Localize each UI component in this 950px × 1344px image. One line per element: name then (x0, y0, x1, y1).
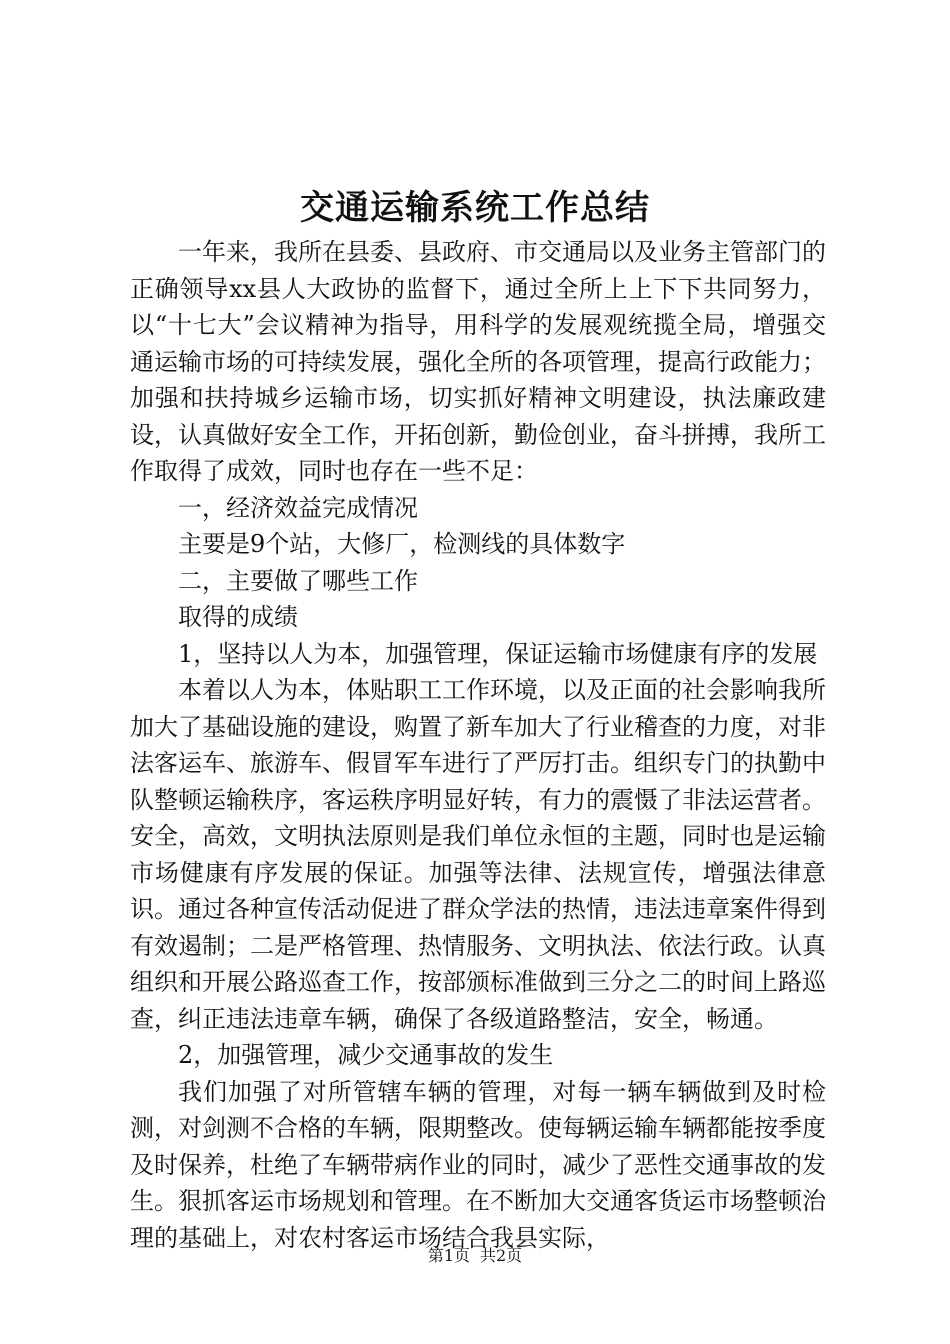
subheading-point-2: 2，加强管理，减少交通事故的发生 (178, 1041, 554, 1069)
page-footer (0, 1244, 950, 1268)
section-heading-work: 二，主要做了哪些工作 (178, 566, 418, 595)
paragraph-point-2: 我们加强了对所管辖车辆的管理，对每一辆车辆做到及时检测，对剑测不合格的车辆，限期整改。使每辆运输车辆都能按季度及时保养，杜绝了车辆带病作业的同时，减少了恶性交通事故的发生。狠抓客运市场规划和管理。在不断加大交通客货运市场整顿治理的基础上，对农村客运市场结合我县实际， (130, 1077, 826, 1252)
section-heading-economic: 一，经济效益完成情况 (178, 493, 418, 522)
paragraph-economic-note: 主要是9个站，大修厂，检测线的具体数字 (178, 530, 626, 558)
paragraph-intro: 一年来，我所在县委、县政府、市交通局以及业务主管部门的正确领导xx县人大政协的监督下，通过全所上上下下共同努力，以“十七大”会议精神为指导，用科学的发展观统揽全局，增强交通运输市场的可持续发展，强化全所的各项管理，提高行政能力；加强和扶持城乡运输市场，切实抓好精神文明建设，执法廉政建设，认真做好安全工作，开拓创新，勤俭创业，奋斗拼搏，我所工作取得了成效，同时也存在一些不足： (130, 238, 826, 485)
paragraph-point-1: 本着以人为本，体贴职工工作环境，以及正面的社会影响我所加大了基础设施的建设，购置了新车加大了行业稽查的力度，对非法客运车、旅游车、假冒军车进行了严厉打击。组织专门的执勤中队整顿运输秩序，客运秩序明显好转，有力的震慑了非法运营者。安全，高效，文明执法原则是我们单位永恒的主题，同时也是运输市场健康有序发展的保证。加强等法律、法规宣传，增强法律意识。通过各种宣传活动促进了群众学法的热情，违法违章案件得到有效遏制；二是严格管理、热情服务、文明执法、依法行政。认真组织和开展公路巡查工作，按部颁标准做到三分之二的时间上路巡查，纠正违法违章车辆，确保了各级道路整洁，安全，畅通。 (130, 676, 826, 1033)
subheading-achievements: 取得的成绩 (178, 603, 298, 631)
subheading-point-1: 1，坚持以人为本，加强管理，保证运输市场健康有序的发展 (178, 639, 818, 668)
page-total: 共2页 (480, 1246, 523, 1265)
document-body (130, 234, 826, 1256)
page-number: 第1页 (427, 1246, 470, 1265)
document-title: 交通运输系统工作总结 (300, 188, 650, 228)
